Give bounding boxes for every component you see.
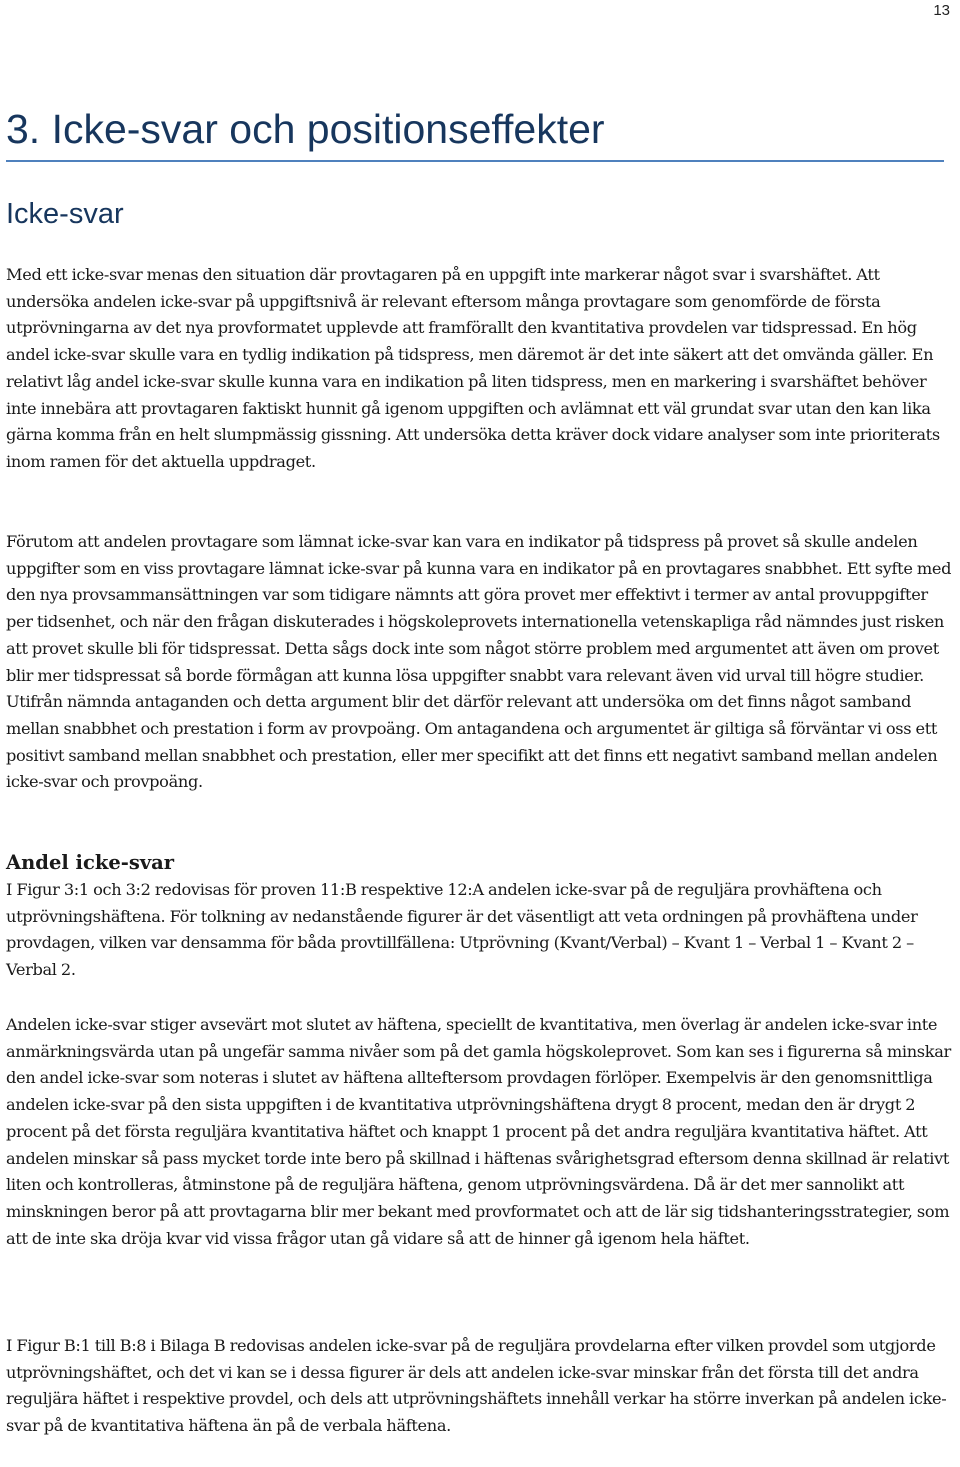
paragraph-icke-svar-definition: Med ett icke-svar menas den situation där provtagaren på en uppgift inte markerar något svar i svarshäftet. Att undersöka andelen icke-svar på uppgiftsnivå är relevant eftersom många provtagare som genomförde de första utprövningarna av det nya provformatet upplevde att framförallt den kvantitativa provdelen var tidspressad. En hög andel icke-svar skulle vara en tydlig indikation på tidspress, men däremot är det inte säkert att det omvända gäller. En relativt låg andel icke-svar skulle kunna vara en indikation på liten tidspress, men en markering i svarshäftet behöver inte innebära att provtagaren faktiskt hunnit gå igenom uppgiften och avlämnat ett väl grundat svar utan den kan lika gärna komma från en helt slumpmässig gissning. Att undersöka detta kräver dock vidare analyser som inte prioriterats inom ramen för det aktuella uppdraget. [6, 265, 940, 471]
page-number: 13 [933, 2, 950, 19]
section-heading: Icke-svar [6, 198, 124, 230]
subsection-heading: Andel icke-svar [6, 851, 175, 874]
paragraph-figur-ordning: I Figur 3:1 och 3:2 redovisas för proven 11:B respektive 12:A andelen icke-svar på de reguljära provhäftena och utprövningshäftena. För tolkning av nedanstående figurer är det väsentligt att veta ordningen på provhäftena under provdagen, vilken var densamma för båda provtillfällena: Utprövning (Kvant/Verbal) – Kvant 1 – Verbal 1 – Kvant 2 – Verbal 2. [6, 880, 918, 980]
paragraph-snabbhet-och-prestation: Förutom att andelen provtagare som lämnat icke-svar kan vara en indikator på tidspress på provet så skulle andelen uppgifter som en viss provtagare lämnat icke-svar på kunna vara en indikator på en provtagares snabbhet. Ett syfte med den nya provsammansättningen var som tidigare nämnts att göra provet mer effektivt i termer av antal provuppgifter per tidsenhet, och när den frågan diskuterades i högskoleprovets internationella vetenskapliga råd nämndes just risken att provet skulle bli för tidspressat. Detta sågs dock inte som något större problem med argumentet att även om provet blir mer tidspressat så borde förmågan att kunna lösa uppgifter snabbt vara relevant även vid urval till högre studier. Utifrån nämnda antaganden och detta argument blir det därför relevant att undersöka om det finns något samband mellan snabbhet och prestation i form av provpoäng. Om antagandena och argumentet är giltiga så förväntar vi oss ett positivt samband mellan snabbhet och prestation, eller mer specifikt att det finns ett negativt samband mellan andelen icke-svar och provpoäng. [6, 532, 952, 792]
paragraph-bilaga-b: I Figur B:1 till B:8 i Bilaga B redovisas andelen icke-svar på de reguljära provdelarna efter vilken provdel som utgjorde utprövningshäftet, och det vi kan se i dessa figurer är dels att andelen icke-svar minskar från det första till det andra reguljära häftet i respektive provdel, och dels att utprövningshäftets innehåll verkar ha större inverkan på andelen icke-svar på de kvantitativa häftena än på de verbala häftena. [6, 1336, 947, 1436]
chapter-title: 3. Icke-svar och positionseffekter [6, 100, 944, 162]
paragraph-andel-stiger: Andelen icke-svar stiger avsevärt mot slutet av häftena, speciellt de kvantitativa, men överlag är andelen icke-svar inte anmärkningsvärda utan på ungefär samma nivåer som på det gamla högskoleprovet. Som kan ses i figurerna så minskar den andel icke-svar som noteras i slutet av häftena allteftersom provdagen förlöper. Exempelvis är den genomsnittliga andelen icke-svar på den sista uppgiften i de kvantitativa utprövningshäftena drygt 8 procent, medan den är drygt 2 procent på det första reguljära kvantitativa häftet och knappt 1 procent på det andra reguljära kvantitativa häftet. Att andelen minskar så pass mycket torde inte bero på skillnad i häftenas svårighetsgrad eftersom denna skillnad är relativt liten och kontrolleras, åtminstone på de reguljära häftena, genom utprövningsvärdena. Då är det mer sannolikt att minskningen beror på att provtagarna blir mer bekant med provformatet och att de lär sig tidshanteringsstrategier, som att de inte ska dröja kvar vid vissa frågor utan gå vidare så att de hinner gå igenom hela häftet. [6, 1015, 951, 1248]
